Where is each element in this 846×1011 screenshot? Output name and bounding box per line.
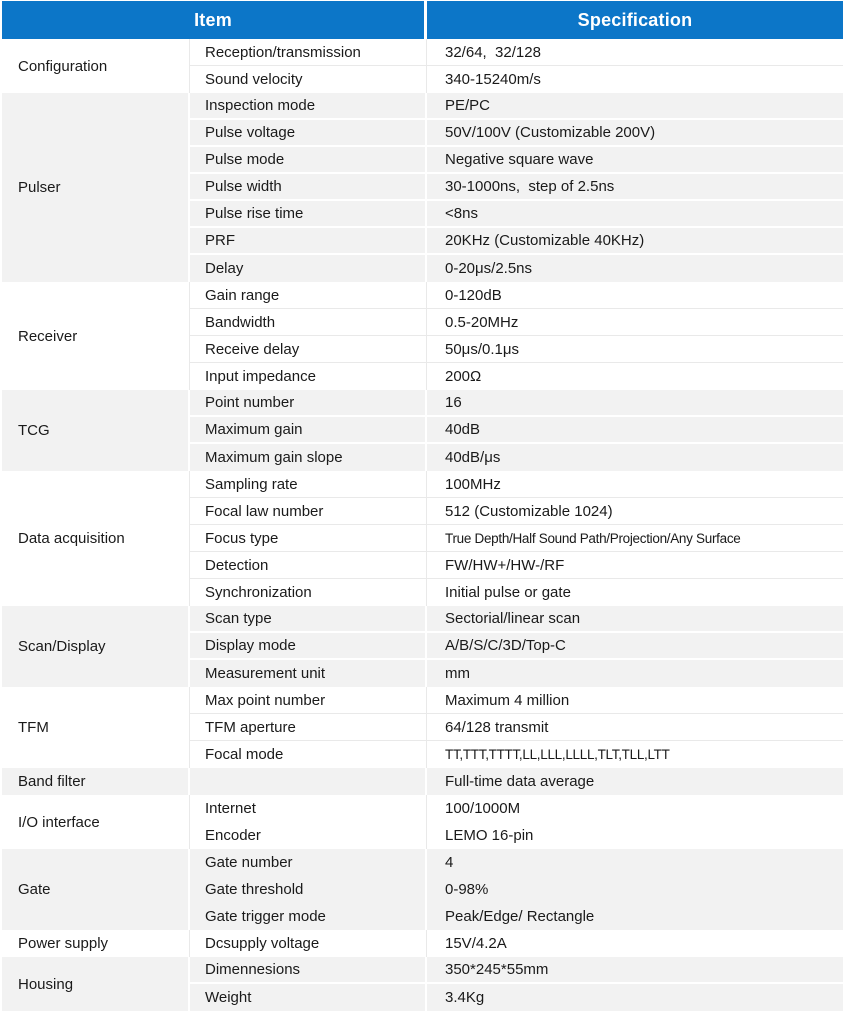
item-cell: Pulse rise time [190,201,427,228]
table-row [2,930,843,957]
spec-cell: Peak/Edge/ Rectangle [427,903,843,930]
item-cell: Focal mode [190,741,427,768]
item-cell: Measurement unit [190,660,427,687]
spec-cell: Negative square wave [427,147,843,174]
item-cell: Gate number [190,849,427,876]
category-cell: Housing [2,957,190,1011]
item-cell: Receive delay [190,336,427,363]
spec-cell: FW/HW+/HW-/RF [427,552,843,579]
table-row [2,282,843,309]
spec-cell: 100MHz [427,471,843,498]
spec-cell: 50V/100V (Customizable 200V) [427,120,843,147]
spec-cell: 0-98% [427,876,843,903]
spec-cell: A/B/S/C/3D/Top-C [427,633,843,660]
spec-cell: 3.4Kg [427,984,843,1011]
spec-cell: LEMO 16-pin [427,822,843,849]
table-row [2,606,843,633]
spec-cell: 15V/4.2A [427,930,843,957]
item-cell: Max point number [190,687,427,714]
category-cell: Scan/Display [2,606,190,687]
spec-cell: Full-time data average [427,768,843,795]
table-row [2,768,843,795]
spec-cell: 100/1000M [427,795,843,822]
item-cell: Dcsupply voltage [190,930,427,957]
spec-cell: 40dB [427,417,843,444]
spec-cell: 20KHz (Customizable 40KHz) [427,228,843,255]
table-row [2,93,843,120]
category-cell: Configuration [2,39,190,93]
item-cell: Bandwidth [190,309,427,336]
item-cell: Weight [190,984,427,1011]
category-cell: I/O interface [2,795,190,849]
spec-cell: 16 [427,390,843,417]
category-cell: Power supply [2,930,190,957]
table-row [2,795,843,822]
category-cell: Band filter [2,768,190,795]
spec-cell: 340-15240m/s [427,66,843,93]
item-cell: Gate trigger mode [190,903,427,930]
column-header-item: Item [2,1,427,39]
spec-cell: 40dB/μs [427,444,843,471]
item-cell: Point number [190,390,427,417]
table-body [2,39,843,1011]
item-cell: Display mode [190,633,427,660]
item-cell: Maximum gain [190,417,427,444]
item-cell: Sound velocity [190,66,427,93]
category-cell: Data acquisition [2,471,190,606]
item-cell: Pulse mode [190,147,427,174]
spec-cell: 0.5-20MHz [427,309,843,336]
item-cell: Scan type [190,606,427,633]
item-cell [190,768,427,795]
item-cell: Delay [190,255,427,282]
spec-cell: 64/128 transmit [427,714,843,741]
category-cell: Pulser [2,93,190,282]
item-cell: Detection [190,552,427,579]
table-header [2,1,843,39]
category-cell: TCG [2,390,190,471]
item-cell: Focus type [190,525,427,552]
item-cell: Gate threshold [190,876,427,903]
spec-cell: mm [427,660,843,687]
item-cell: PRF [190,228,427,255]
spec-cell: 200Ω [427,363,843,390]
item-cell: Focal law number [190,498,427,525]
spec-cell: 4 [427,849,843,876]
spec-cell: 0-120dB [427,282,843,309]
spec-cell: Maximum 4 million [427,687,843,714]
table-row [2,39,843,66]
item-cell: Encoder [190,822,427,849]
item-cell: Inspection mode [190,93,427,120]
spec-cell: 350*245*55mm [427,957,843,984]
category-cell: Gate [2,849,190,930]
item-cell: TFM aperture [190,714,427,741]
table-row [2,687,843,714]
table-row [2,957,843,984]
item-cell: Input impedance [190,363,427,390]
spec-cell: True Depth/Half Sound Path/Projection/Any Surface [427,525,843,552]
item-cell: Maximum gain slope [190,444,427,471]
spec-cell: TT,TTT,TTTT,LL,LLL,LLLL,TLT,TLL,LTT [427,741,843,768]
spec-cell: <8ns [427,201,843,228]
category-cell: Receiver [2,282,190,390]
item-cell: Internet [190,795,427,822]
column-header-specification: Specification [427,1,843,39]
spec-cell: Sectorial/linear scan [427,606,843,633]
category-cell: TFM [2,687,190,768]
item-cell: Pulse voltage [190,120,427,147]
spec-cell: 30-1000ns, step of 2.5ns [427,174,843,201]
table-row [2,849,843,876]
item-cell: Pulse width [190,174,427,201]
item-cell: Dimennesions [190,957,427,984]
item-cell: Gain range [190,282,427,309]
specification-table [2,1,843,1011]
table-row [2,471,843,498]
spec-cell: 32/64, 32/128 [427,39,843,66]
table-header-row [2,1,843,39]
spec-cell: 512 (Customizable 1024) [427,498,843,525]
item-cell: Sampling rate [190,471,427,498]
item-cell: Synchronization [190,579,427,606]
spec-cell: 0-20μs/2.5ns [427,255,843,282]
spec-cell: 50μs/0.1μs [427,336,843,363]
item-cell: Reception/transmission [190,39,427,66]
spec-cell: PE/PC [427,93,843,120]
table-row [2,390,843,417]
spec-cell: Initial pulse or gate [427,579,843,606]
